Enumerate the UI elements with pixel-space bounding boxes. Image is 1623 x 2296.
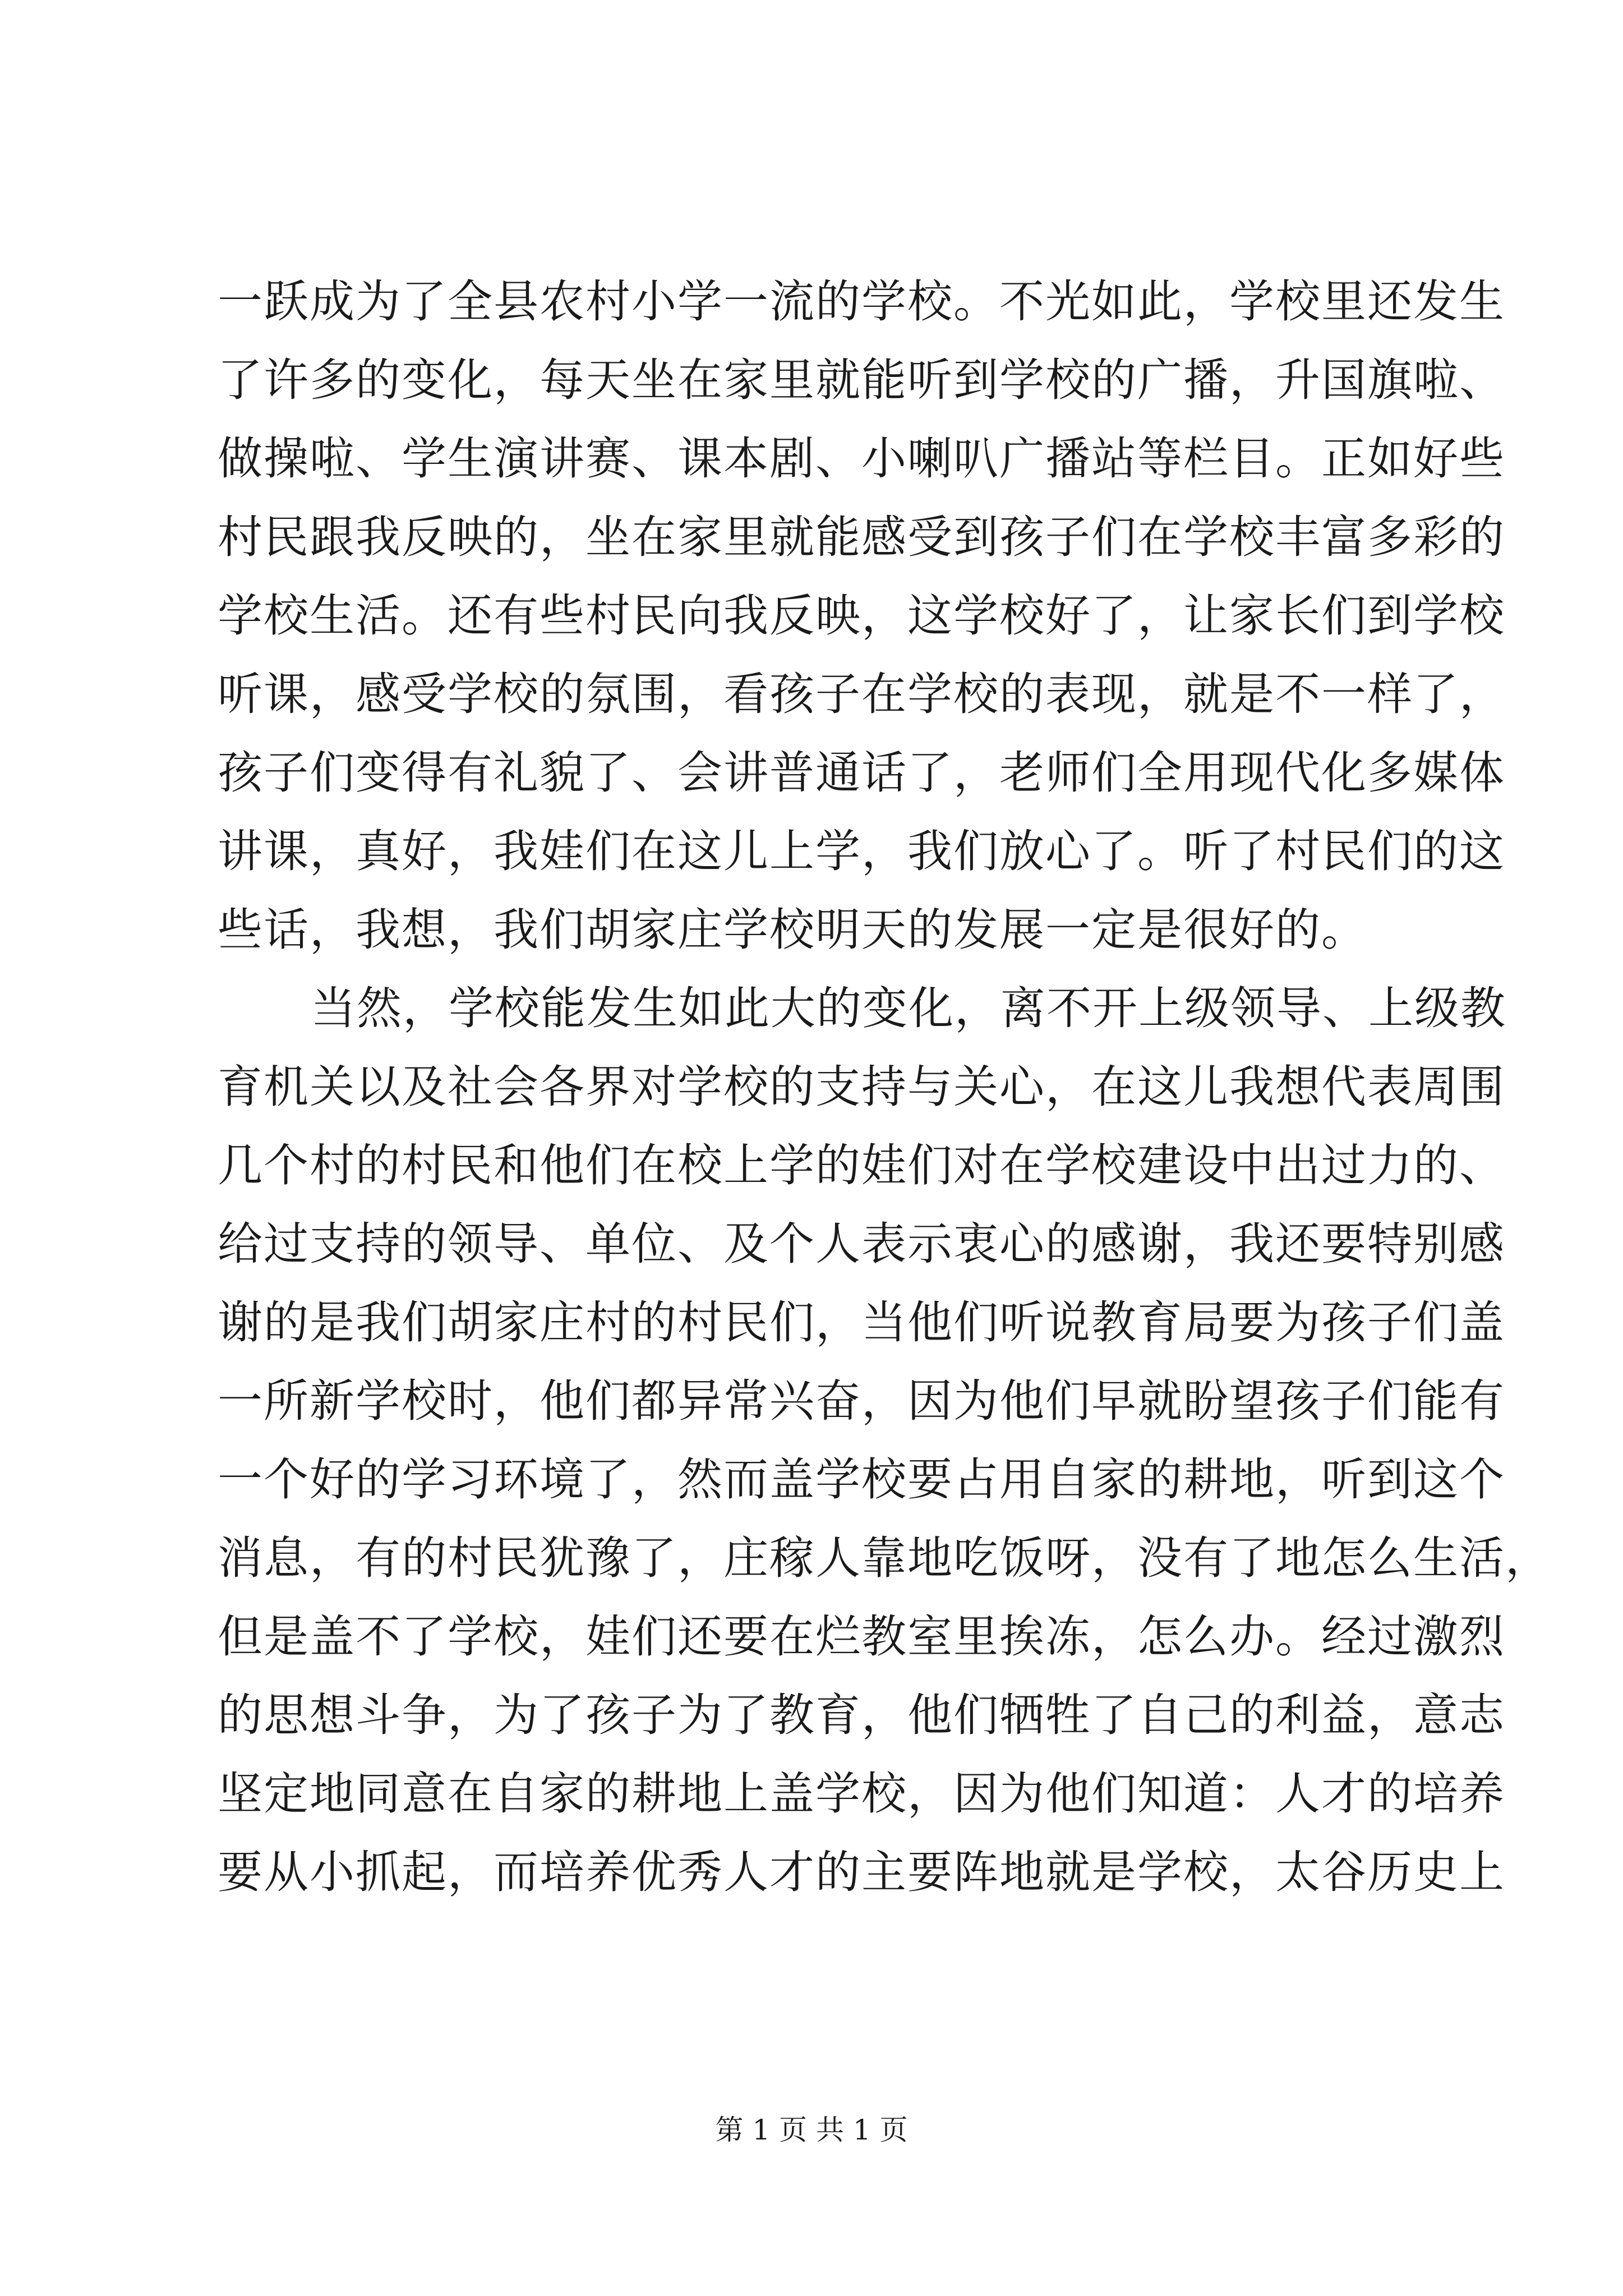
text-line: 几个村的村民和他们在校上学的娃们对在学校建设中出过力的、	[218, 1139, 1505, 1191]
text-line: 些话，我想，我们胡家庄学校明天的发展一定是很好的。	[218, 904, 1367, 956]
text-line: 给过支持的领导、单位、及个人表示衷心的感谢，我还要特别感	[218, 1218, 1505, 1270]
text-line: 坚定地同意在自家的耕地上盖学校，因为他们知道：人才的培养	[218, 1768, 1505, 1820]
text-line: 消息，有的村民犹豫了，庄稼人靠地吃饭呀，没有了地怎么生活，	[218, 1532, 1551, 1584]
text-line: 一所新学校时，他们都异常兴奋，因为他们早就盼望孩子们能有	[218, 1375, 1505, 1427]
text-line: 做操啦、学生演讲赛、课本剧、小喇叭广播站等栏目。正如好些	[218, 432, 1505, 485]
page-footer	[0, 2110, 1623, 2150]
text-line: 谢的是我们胡家庄村的村民们，当他们听说教育局要为孩子们盖	[218, 1296, 1505, 1349]
page-number-label: 第 1 页 共 1 页	[715, 2114, 908, 2146]
text-line: 了许多的变化，每天坐在家里就能听到学校的广播，升国旗啦、	[218, 354, 1505, 406]
text-line: 要从小抓起，而培养优秀人才的主要阵地就是学校，太谷历史上	[218, 1846, 1505, 1898]
text-line: 孩子们变得有礼貌了、会讲普通话了，老师们全用现代化多媒体	[218, 747, 1505, 799]
text-line: 讲课，真好，我娃们在这儿上学，我们放心了。听了村民们的这	[218, 825, 1505, 877]
paragraph-first-line: 当然，学校能发生如此大的变化，离不开上级领导、上级教	[311, 982, 1506, 1034]
text-line: 村民跟我反映的，坐在家里就能感受到孩子们在学校丰富多彩的	[218, 511, 1505, 563]
text-line: 学校生活。还有些村民向我反映，这学校好了，让家长们到学校	[218, 590, 1505, 642]
text-line: 育机关以及社会各界对学校的支持与关心，在这儿我想代表周围	[218, 1061, 1505, 1113]
document-body	[218, 263, 1551, 1912]
text-line: 但是盖不了学校，娃们还要在烂教室里挨冻，怎么办。经过激烈	[218, 1611, 1505, 1663]
text-line: 听课，感受学校的氛围，看孩子在学校的表现，就是不一样了，	[218, 668, 1505, 720]
text-line: 一个好的学习环境了，然而盖学校要占用自家的耕地，听到这个	[218, 1453, 1505, 1506]
text-line: 的思想斗争，为了孩子为了教育，他们牺牲了自己的利益，意志	[218, 1689, 1505, 1741]
text-line: 一跃成为了全县农村小学一流的学校。不光如此，学校里还发生	[218, 275, 1505, 328]
